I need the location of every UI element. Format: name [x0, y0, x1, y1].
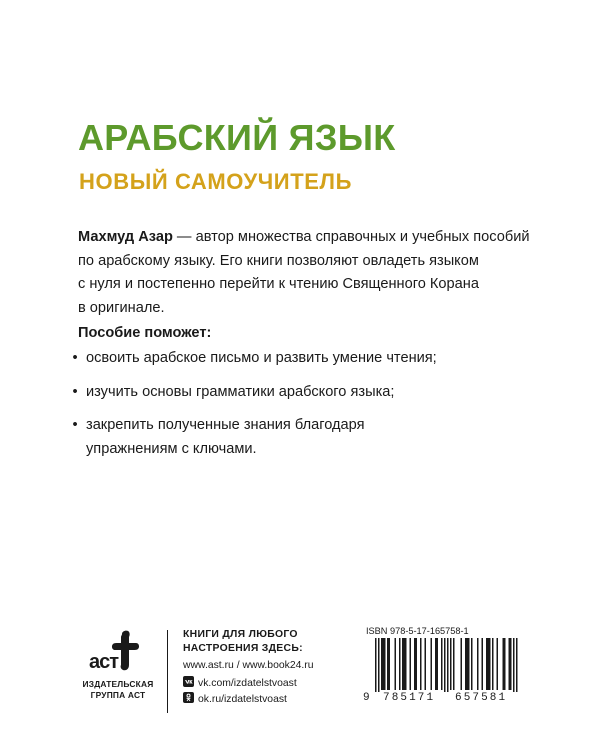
- barcode-bar: [437, 638, 439, 690]
- slogan-line-2: НАСТРОЕНИЯ ЗДЕСЬ:: [183, 643, 303, 654]
- barcode-bar: [492, 638, 494, 690]
- barcode-bar: [435, 638, 437, 690]
- barcode-bar: [510, 638, 512, 690]
- intro-line-1-rest: — автор множества справочных и учебных пособий: [172, 229, 530, 245]
- publisher-line-2: ГРУППА АСТ: [90, 690, 146, 700]
- benefits-list: [68, 347, 538, 461]
- list-item: [68, 381, 538, 405]
- intro-line-4: в оригинале.: [78, 299, 165, 316]
- ast-logo-icon: [88, 628, 146, 674]
- barcode-bar: [497, 638, 499, 690]
- barcode-bar: [399, 638, 401, 690]
- book-subtitle: НОВЫЙ САМОУЧИТЕЛЬ: [79, 169, 352, 194]
- barcode-bar: [447, 638, 449, 692]
- barcode-bar: [420, 638, 422, 690]
- barcode-bar: [486, 638, 488, 690]
- vk-link-text: vk.com/izdatelstvoast: [198, 678, 297, 689]
- barcode-bar: [471, 638, 473, 690]
- odnoklassniki-icon: [183, 692, 194, 703]
- barcode-bar: [389, 638, 391, 690]
- vk-icon: [183, 676, 194, 687]
- barcode-bar: [516, 638, 518, 692]
- barcode-bar: [384, 638, 386, 690]
- barcode-bar: [414, 638, 416, 690]
- list-item-text: закрепить полученные знания благодаря: [86, 417, 365, 434]
- barcode-bar: [381, 638, 383, 690]
- barcode-bar: [489, 638, 491, 690]
- barcode-bar: [509, 638, 511, 690]
- bullet-icon: •: [72, 383, 78, 400]
- barcode-bar: [465, 638, 467, 690]
- barcode-bar: [453, 638, 455, 690]
- bullet-icon: •: [72, 350, 78, 366]
- barcode-bar: [450, 638, 452, 690]
- footer-slogan: [183, 628, 303, 656]
- bullet-icon: •: [72, 417, 78, 434]
- barcode-bar: [513, 638, 515, 692]
- barcode-bar: [387, 638, 389, 690]
- barcode-bar: [402, 638, 404, 690]
- barcode-bar: [461, 638, 463, 690]
- barcode-bar: [441, 638, 443, 690]
- barcode-bar: [378, 638, 380, 692]
- barcode-bar: [444, 638, 446, 692]
- barcode-bar: [477, 638, 479, 690]
- list-item-text: изучить основы грамматики арабского языка;: [86, 383, 395, 400]
- author-name: Махмуд Азар: [78, 229, 173, 245]
- list-item-text: упражнениям с ключами.: [86, 440, 257, 457]
- barcode-bar: [504, 638, 506, 690]
- barcode-bar: [395, 638, 397, 690]
- book-title: АРАБСКИЙ ЯЗЫК: [78, 117, 396, 158]
- publisher-logo: [74, 628, 174, 718]
- barcode-bar: [431, 638, 433, 690]
- barcode-bar: [503, 638, 505, 690]
- intro-line-2: по арабскому языку. Его книги позволяют овладеть языком: [78, 252, 479, 269]
- barcode-bar: [383, 638, 385, 690]
- ok-link[interactable]: [183, 692, 287, 707]
- barcode-bar: [425, 638, 427, 690]
- barcode-left-digits: 785171: [383, 692, 436, 704]
- vk-link[interactable]: [183, 676, 297, 691]
- barcode-right-digits: 657581: [455, 692, 508, 704]
- list-item: [68, 347, 538, 371]
- isbn-barcode: [363, 625, 531, 707]
- slogan-line-1: КНИГИ ДЛЯ ЛЮБОГО: [183, 629, 298, 640]
- barcode-bars: [363, 638, 531, 692]
- footer-divider: [167, 630, 168, 713]
- publisher-name: [74, 679, 162, 701]
- logo-mark-text: аст: [89, 651, 119, 673]
- ok-link-text: ok.ru/izdatelstvoast: [198, 694, 287, 705]
- list-item: [68, 414, 538, 461]
- helps-heading: Пособие поможет:: [78, 325, 212, 341]
- barcode-bar: [416, 638, 418, 690]
- list-item-text: освоить арабское письмо и развить умение чтения;: [86, 350, 437, 366]
- barcode-bar: [468, 638, 470, 690]
- intro-line-3: с нуля и постепенно перейти к чтению Священного Корана: [78, 276, 479, 293]
- barcode-first-digit: 9: [363, 692, 370, 704]
- barcode-bar: [410, 638, 412, 690]
- barcode-bar: [405, 638, 407, 690]
- barcode-bar: [482, 638, 484, 690]
- isbn-label: ISBN 978-5-17-165758-1: [366, 626, 469, 636]
- author-description: [78, 226, 548, 320]
- barcode-bar: [488, 638, 490, 690]
- barcode-bar: [404, 638, 406, 690]
- barcode-bar: [467, 638, 469, 690]
- intro-line-1: [78, 226, 548, 250]
- publisher-line-1: ИЗДАТЕЛЬСКАЯ: [82, 679, 154, 689]
- barcode-bar: [375, 638, 377, 692]
- websites-link[interactable]: www.ast.ru / www.book24.ru: [183, 660, 314, 671]
